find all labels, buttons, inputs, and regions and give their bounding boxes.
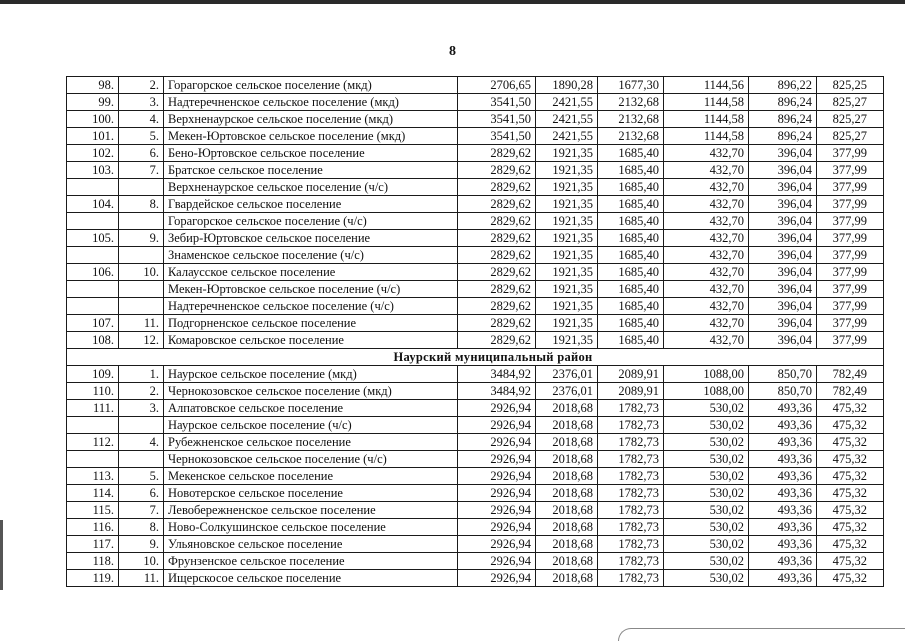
settlement-name: Гвардейское сельское поселение (164, 196, 458, 213)
value-cell: 896,24 (749, 111, 817, 128)
settlement-name: Зебир-Юртовское сельское поселение (164, 230, 458, 247)
value-cell: 1685,40 (598, 332, 664, 349)
value-cell: 475,32 (817, 417, 884, 434)
row-subnumber: 12. (119, 332, 164, 349)
value-cell: 2926,94 (458, 553, 536, 570)
value-cell: 2926,94 (458, 451, 536, 468)
value-cell: 2926,94 (458, 434, 536, 451)
value-cell: 493,36 (749, 536, 817, 553)
value-cell: 2018,68 (536, 468, 598, 485)
value-cell: 432,70 (664, 247, 749, 264)
row-number: 112. (67, 434, 119, 451)
tariff-table (66, 76, 884, 587)
value-cell: 377,99 (817, 298, 884, 315)
table-row (67, 434, 884, 451)
row-number: 114. (67, 485, 119, 502)
value-cell: 1782,73 (598, 553, 664, 570)
row-subnumber (119, 247, 164, 264)
value-cell: 2926,94 (458, 485, 536, 502)
settlement-name: Верхненаурское сельское поселение (ч/с) (164, 179, 458, 196)
value-cell: 432,70 (664, 145, 749, 162)
row-subnumber: 4. (119, 434, 164, 451)
value-cell: 2829,62 (458, 196, 536, 213)
row-number: 110. (67, 383, 119, 400)
value-cell: 782,49 (817, 383, 884, 400)
value-cell: 530,02 (664, 468, 749, 485)
table-row (67, 247, 884, 264)
settlement-name: Новотерское сельское поселение (164, 485, 458, 502)
value-cell: 1685,40 (598, 196, 664, 213)
value-cell: 530,02 (664, 434, 749, 451)
table-row (67, 315, 884, 332)
value-cell: 377,99 (817, 145, 884, 162)
settlement-name: Комаровское сельское поселение (164, 332, 458, 349)
value-cell: 1782,73 (598, 417, 664, 434)
value-cell: 493,36 (749, 553, 817, 570)
row-number: 111. (67, 400, 119, 417)
settlement-name: Наурское сельское поселение (мкд) (164, 366, 458, 383)
value-cell: 2018,68 (536, 485, 598, 502)
page-number: 8 (449, 44, 456, 59)
row-subnumber: 5. (119, 128, 164, 145)
value-cell: 432,70 (664, 213, 749, 230)
value-cell: 1921,35 (536, 196, 598, 213)
table-row (67, 196, 884, 213)
settlement-name: Знаменское сельское поселение (ч/с) (164, 247, 458, 264)
value-cell: 396,04 (749, 196, 817, 213)
value-cell: 1782,73 (598, 468, 664, 485)
table-row (67, 94, 884, 111)
value-cell: 530,02 (664, 451, 749, 468)
row-number (67, 213, 119, 230)
value-cell: 396,04 (749, 264, 817, 281)
scan-top-edge (0, 0, 905, 4)
row-subnumber: 11. (119, 315, 164, 332)
value-cell: 493,36 (749, 502, 817, 519)
row-subnumber (119, 451, 164, 468)
row-number: 116. (67, 519, 119, 536)
table-row (67, 553, 884, 570)
value-cell: 493,36 (749, 434, 817, 451)
row-number (67, 281, 119, 298)
table-row (67, 570, 884, 587)
value-cell: 377,99 (817, 247, 884, 264)
row-subnumber: 6. (119, 145, 164, 162)
value-cell: 1782,73 (598, 536, 664, 553)
value-cell: 3484,92 (458, 366, 536, 383)
value-cell: 1685,40 (598, 264, 664, 281)
row-number: 109. (67, 366, 119, 383)
row-subnumber: 8. (119, 196, 164, 213)
value-cell: 2018,68 (536, 519, 598, 536)
row-subnumber: 8. (119, 519, 164, 536)
value-cell: 1144,58 (664, 128, 749, 145)
value-cell: 475,32 (817, 451, 884, 468)
value-cell: 377,99 (817, 179, 884, 196)
value-cell: 1921,35 (536, 264, 598, 281)
value-cell: 475,32 (817, 485, 884, 502)
table-row (67, 468, 884, 485)
value-cell: 2829,62 (458, 247, 536, 264)
table-row (67, 519, 884, 536)
value-cell: 1890,28 (536, 77, 598, 94)
settlement-name: Мекен-Юртовское сельское поселение (ч/с) (164, 281, 458, 298)
value-cell: 1921,35 (536, 332, 598, 349)
value-cell: 1921,35 (536, 230, 598, 247)
value-cell: 1144,58 (664, 94, 749, 111)
value-cell: 396,04 (749, 145, 817, 162)
value-cell: 377,99 (817, 264, 884, 281)
table-row (67, 485, 884, 502)
value-cell: 493,36 (749, 570, 817, 587)
value-cell: 2829,62 (458, 213, 536, 230)
value-cell: 432,70 (664, 162, 749, 179)
settlement-name: Левобережненское сельское поселение (164, 502, 458, 519)
value-cell: 1685,40 (598, 213, 664, 230)
value-cell: 1677,30 (598, 77, 664, 94)
settlement-name: Верхненаурское сельское поселение (мкд) (164, 111, 458, 128)
row-number (67, 417, 119, 434)
settlement-name: Ульяновское сельское поселение (164, 536, 458, 553)
value-cell: 396,04 (749, 162, 817, 179)
value-cell: 530,02 (664, 536, 749, 553)
row-number: 108. (67, 332, 119, 349)
table-row (67, 451, 884, 468)
value-cell: 2926,94 (458, 570, 536, 587)
table-row (67, 264, 884, 281)
value-cell: 432,70 (664, 264, 749, 281)
table-row (67, 128, 884, 145)
value-cell: 530,02 (664, 553, 749, 570)
value-cell: 2421,55 (536, 128, 598, 145)
table-row (67, 179, 884, 196)
row-number (67, 247, 119, 264)
value-cell: 2421,55 (536, 111, 598, 128)
settlement-name: Чернокозовское сельское поселение (мкд) (164, 383, 458, 400)
value-cell: 2376,01 (536, 366, 598, 383)
value-cell: 2018,68 (536, 536, 598, 553)
row-subnumber (119, 281, 164, 298)
row-number: 105. (67, 230, 119, 247)
table-row (67, 162, 884, 179)
value-cell: 1921,35 (536, 298, 598, 315)
value-cell: 530,02 (664, 400, 749, 417)
table-row (67, 366, 884, 383)
value-cell: 3541,50 (458, 128, 536, 145)
value-cell: 377,99 (817, 230, 884, 247)
value-cell: 2706,65 (458, 77, 536, 94)
value-cell: 2829,62 (458, 230, 536, 247)
row-subnumber: 9. (119, 230, 164, 247)
value-cell: 432,70 (664, 298, 749, 315)
value-cell: 2018,68 (536, 451, 598, 468)
value-cell: 1685,40 (598, 281, 664, 298)
table-row (67, 383, 884, 400)
value-cell: 530,02 (664, 519, 749, 536)
value-cell: 432,70 (664, 230, 749, 247)
value-cell: 1921,35 (536, 213, 598, 230)
value-cell: 493,36 (749, 519, 817, 536)
value-cell: 2829,62 (458, 281, 536, 298)
value-cell: 493,36 (749, 400, 817, 417)
settlement-name: Подгорненское сельское поселение (164, 315, 458, 332)
row-subnumber: 7. (119, 502, 164, 519)
row-number: 115. (67, 502, 119, 519)
value-cell: 396,04 (749, 298, 817, 315)
value-cell: 2829,62 (458, 315, 536, 332)
table-row (67, 213, 884, 230)
value-cell: 493,36 (749, 468, 817, 485)
value-cell: 825,27 (817, 94, 884, 111)
value-cell: 2421,55 (536, 94, 598, 111)
row-number: 98. (67, 77, 119, 94)
value-cell: 896,24 (749, 128, 817, 145)
value-cell: 530,02 (664, 502, 749, 519)
settlement-name: Мекен-Юртовское сельское поселение (мкд) (164, 128, 458, 145)
table-row (67, 417, 884, 434)
value-cell: 396,04 (749, 247, 817, 264)
scan-bottom-mark (618, 628, 905, 641)
settlement-name: Калаусское сельское поселение (164, 264, 458, 281)
settlement-name: Ищерскосое сельское поселение (164, 570, 458, 587)
row-subnumber: 7. (119, 162, 164, 179)
row-number (67, 179, 119, 196)
value-cell: 1685,40 (598, 230, 664, 247)
row-number: 103. (67, 162, 119, 179)
value-cell: 396,04 (749, 179, 817, 196)
value-cell: 2089,91 (598, 383, 664, 400)
value-cell: 377,99 (817, 315, 884, 332)
table-row (67, 111, 884, 128)
row-number: 99. (67, 94, 119, 111)
section-title: Наурский муниципальный район (67, 349, 884, 366)
value-cell: 2829,62 (458, 264, 536, 281)
value-cell: 1921,35 (536, 179, 598, 196)
value-cell: 3484,92 (458, 383, 536, 400)
row-subnumber: 10. (119, 553, 164, 570)
value-cell: 896,24 (749, 94, 817, 111)
value-cell: 493,36 (749, 451, 817, 468)
row-subnumber: 1. (119, 366, 164, 383)
row-number: 117. (67, 536, 119, 553)
value-cell: 475,32 (817, 468, 884, 485)
settlement-name: Ново-Солкушинское сельское поселение (164, 519, 458, 536)
row-subnumber: 3. (119, 94, 164, 111)
value-cell: 475,32 (817, 536, 884, 553)
value-cell: 1685,40 (598, 247, 664, 264)
value-cell: 396,04 (749, 332, 817, 349)
value-cell: 1782,73 (598, 400, 664, 417)
row-number: 104. (67, 196, 119, 213)
scan-left-edge (0, 520, 3, 590)
row-number: 100. (67, 111, 119, 128)
section-header-row (67, 349, 884, 366)
value-cell: 2926,94 (458, 400, 536, 417)
value-cell: 2926,94 (458, 502, 536, 519)
value-cell: 825,27 (817, 128, 884, 145)
settlement-name: Надтеречненское сельское поселение (ч/с) (164, 298, 458, 315)
settlement-name: Братское сельское поселение (164, 162, 458, 179)
value-cell: 377,99 (817, 213, 884, 230)
value-cell: 2089,91 (598, 366, 664, 383)
row-subnumber: 11. (119, 570, 164, 587)
settlement-name: Фрунзенское сельское поселение (164, 553, 458, 570)
value-cell: 1782,73 (598, 519, 664, 536)
settlement-name: Алпатовское сельское поселение (164, 400, 458, 417)
row-subnumber: 10. (119, 264, 164, 281)
value-cell: 377,99 (817, 162, 884, 179)
row-subnumber: 5. (119, 468, 164, 485)
value-cell: 475,32 (817, 400, 884, 417)
value-cell: 396,04 (749, 230, 817, 247)
value-cell: 825,27 (817, 111, 884, 128)
value-cell: 530,02 (664, 485, 749, 502)
value-cell: 475,32 (817, 553, 884, 570)
value-cell: 2829,62 (458, 162, 536, 179)
row-subnumber: 6. (119, 485, 164, 502)
settlement-name: Мекенское сельское поселение (164, 468, 458, 485)
value-cell: 2829,62 (458, 145, 536, 162)
value-cell: 432,70 (664, 281, 749, 298)
value-cell: 3541,50 (458, 94, 536, 111)
settlement-name: Рубежненское сельское поселение (164, 434, 458, 451)
row-subnumber (119, 213, 164, 230)
value-cell: 2018,68 (536, 553, 598, 570)
value-cell: 432,70 (664, 315, 749, 332)
value-cell: 1088,00 (664, 366, 749, 383)
value-cell: 2018,68 (536, 570, 598, 587)
value-cell: 1782,73 (598, 570, 664, 587)
value-cell: 475,32 (817, 502, 884, 519)
table-row (67, 502, 884, 519)
value-cell: 2926,94 (458, 417, 536, 434)
value-cell: 530,02 (664, 570, 749, 587)
value-cell: 396,04 (749, 281, 817, 298)
value-cell: 1921,35 (536, 162, 598, 179)
row-subnumber (119, 417, 164, 434)
table-row (67, 298, 884, 315)
value-cell: 1921,35 (536, 145, 598, 162)
value-cell: 2926,94 (458, 519, 536, 536)
table-row (67, 281, 884, 298)
value-cell: 1685,40 (598, 179, 664, 196)
value-cell: 2018,68 (536, 502, 598, 519)
row-number: 102. (67, 145, 119, 162)
settlement-name: Горагорское сельское поселение (ч/с) (164, 213, 458, 230)
value-cell: 896,22 (749, 77, 817, 94)
value-cell: 850,70 (749, 383, 817, 400)
row-subnumber: 2. (119, 383, 164, 400)
value-cell: 2132,68 (598, 111, 664, 128)
row-number: 107. (67, 315, 119, 332)
row-number (67, 451, 119, 468)
value-cell: 530,02 (664, 417, 749, 434)
value-cell: 1782,73 (598, 434, 664, 451)
value-cell: 3541,50 (458, 111, 536, 128)
value-cell: 475,32 (817, 434, 884, 451)
value-cell: 2829,62 (458, 179, 536, 196)
settlement-name: Горагорское сельское поселение (мкд) (164, 77, 458, 94)
value-cell: 2132,68 (598, 128, 664, 145)
value-cell: 1144,58 (664, 111, 749, 128)
value-cell: 1921,35 (536, 247, 598, 264)
value-cell: 377,99 (817, 196, 884, 213)
value-cell: 1685,40 (598, 145, 664, 162)
value-cell: 1921,35 (536, 281, 598, 298)
value-cell: 1685,40 (598, 162, 664, 179)
value-cell: 377,99 (817, 281, 884, 298)
row-number: 101. (67, 128, 119, 145)
row-subnumber: 2. (119, 77, 164, 94)
row-number: 118. (67, 553, 119, 570)
value-cell: 2018,68 (536, 400, 598, 417)
value-cell: 2376,01 (536, 383, 598, 400)
row-subnumber (119, 298, 164, 315)
settlement-name: Наурское сельское поселение (ч/с) (164, 417, 458, 434)
table-body (67, 77, 884, 587)
value-cell: 475,32 (817, 519, 884, 536)
table-row (67, 230, 884, 247)
value-cell: 493,36 (749, 417, 817, 434)
value-cell: 1782,73 (598, 451, 664, 468)
value-cell: 2132,68 (598, 94, 664, 111)
value-cell: 2018,68 (536, 417, 598, 434)
value-cell: 475,32 (817, 570, 884, 587)
row-number: 113. (67, 468, 119, 485)
value-cell: 2926,94 (458, 536, 536, 553)
settlement-name: Чернокозовское сельское поселение (ч/с) (164, 451, 458, 468)
value-cell: 825,25 (817, 77, 884, 94)
table-row (67, 145, 884, 162)
value-cell: 432,70 (664, 196, 749, 213)
value-cell: 1144,56 (664, 77, 749, 94)
value-cell: 1685,40 (598, 315, 664, 332)
value-cell: 396,04 (749, 315, 817, 332)
row-number (67, 298, 119, 315)
value-cell: 1685,40 (598, 298, 664, 315)
value-cell: 2018,68 (536, 434, 598, 451)
table-row (67, 77, 884, 94)
row-subnumber: 3. (119, 400, 164, 417)
value-cell: 2926,94 (458, 468, 536, 485)
value-cell: 1921,35 (536, 315, 598, 332)
value-cell: 2829,62 (458, 298, 536, 315)
row-subnumber: 9. (119, 536, 164, 553)
value-cell: 396,04 (749, 213, 817, 230)
value-cell: 850,70 (749, 366, 817, 383)
value-cell: 1782,73 (598, 502, 664, 519)
row-subnumber: 4. (119, 111, 164, 128)
value-cell: 2829,62 (458, 332, 536, 349)
settlement-name: Бено-Юртовское сельское поселение (164, 145, 458, 162)
table-row (67, 536, 884, 553)
value-cell: 493,36 (749, 485, 817, 502)
value-cell: 782,49 (817, 366, 884, 383)
value-cell: 432,70 (664, 332, 749, 349)
value-cell: 1088,00 (664, 383, 749, 400)
settlement-name: Надтеречненское сельское поселение (мкд) (164, 94, 458, 111)
table-row (67, 332, 884, 349)
value-cell: 1782,73 (598, 485, 664, 502)
value-cell: 432,70 (664, 179, 749, 196)
value-cell: 377,99 (817, 332, 884, 349)
row-number: 119. (67, 570, 119, 587)
row-number: 106. (67, 264, 119, 281)
table-row (67, 400, 884, 417)
row-subnumber (119, 179, 164, 196)
